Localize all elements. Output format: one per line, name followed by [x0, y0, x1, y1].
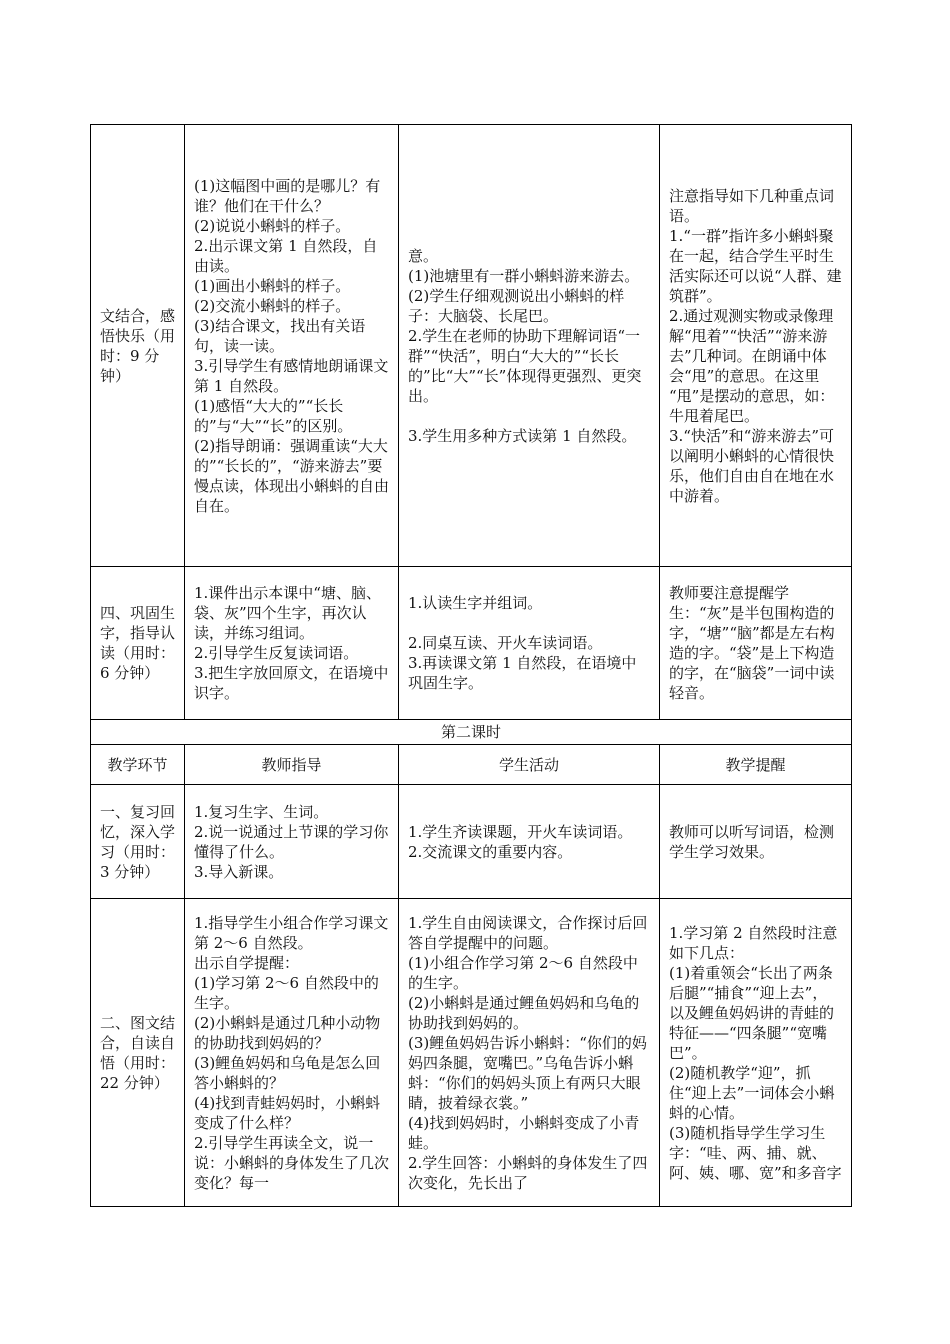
column-header-text: 教学环节	[107, 755, 168, 774]
list-item: (2)小蝌蚪是通过鲤鱼妈妈和乌龟的协助找到妈妈的。	[408, 993, 640, 1032]
teacher-guidance-cell	[185, 899, 399, 1207]
list-item: (2)小蝌蚪是通过几种小动物的协助找到妈妈的？	[194, 1013, 381, 1052]
list-item: 3.再读课文第 1 自然段，在语境中巩固生字。	[408, 654, 637, 692]
student-activity-cell	[399, 899, 660, 1207]
list-item: 2.学生回答：小蝌蚪的身体发生了四次变化，先长出了	[408, 1153, 648, 1192]
list-item: 2.引导学生再读全文，说一说：小蝌蚪的身体发生了几次变化？每一	[194, 1133, 390, 1192]
column-header-stage	[91, 745, 185, 785]
list-item: (3)鲤鱼妈妈和乌龟是怎么回答小蝌蚪的？	[194, 1053, 381, 1092]
list-item: 3.把生字放回原文，在语境中识字。	[194, 664, 389, 702]
list-item: (1)小组合作学习第 2～6 自然段中的生字。	[408, 953, 638, 992]
table-row	[91, 125, 852, 567]
teaching-tip-cell	[660, 125, 852, 567]
list-item: 2.引导学生反复读词语。	[194, 644, 359, 662]
list-item: 1.认读生字并组词。	[408, 594, 543, 612]
column-header-text: 教学提醒	[725, 755, 786, 774]
list-item: 1.学习第 2 自然段时注意如下几点：	[669, 923, 838, 962]
list-item: 3.“快活”和“游来游去”可以阐明小蝌蚪的心情很快乐，他们自由自在地在水中游着。	[669, 426, 835, 505]
stage-cell	[91, 899, 185, 1207]
teaching-tip-cell	[660, 899, 852, 1207]
list-item: 出示自学提醒：	[194, 953, 300, 972]
list-item: (3)结合课文，找出有关语句，读一读。	[194, 316, 366, 355]
column-header-tip	[660, 745, 852, 785]
list-item: (1)着重领会“长出了两条后腿”“捕食”“迎上去”，以及鲤鱼妈妈讲的青蛙的特征——“四条腿”“宽嘴巴”。	[669, 963, 835, 1062]
list-item: 2.同桌互读、开火车读词语。	[408, 634, 603, 652]
stage-text: 二、图文结合，自读自悟（用时：22 分钟）	[100, 1013, 176, 1092]
list-item: 3.学生用多种方式读第 1 自然段。	[408, 426, 637, 445]
list-item: 2.出示课文第 1 自然段，自由读。	[194, 236, 378, 275]
table-header-row	[91, 745, 852, 785]
list-item: 1.指导学生小组合作学习课文第 2～6 自然段。	[194, 913, 389, 952]
list-item: 教师可以听写词语，检测学生学习效果。	[669, 822, 835, 861]
list-item: (3)随机指导学生学习生字：“哇、两、捕、就、阿、姨、哪、宽”和多音字	[669, 1123, 842, 1182]
list-item: 注意指导如下几种重点词语。	[669, 186, 835, 225]
table-row	[91, 899, 852, 1207]
column-header-text: 教师指导	[261, 755, 322, 774]
list-item: 1.复习生字、生词。	[194, 802, 329, 821]
list-item: (1)这幅图中画的是哪儿？有谁？他们在干什么？	[194, 176, 381, 215]
list-item: (2)交流小蝌蚪的样子。	[194, 296, 351, 315]
column-header-teacher	[185, 745, 399, 785]
list-item: (1)感悟“大大的”“长长的”与“大”“长”的区别。	[194, 396, 353, 435]
list-item: “甩”是摆动的意思，如：牛甩着尾巴。	[669, 386, 835, 425]
list-item: 3.引导学生有感情地朗诵课文第 1 自然段。	[194, 356, 389, 395]
list-item: 1.学生自由阅读课文，合作探讨后回答自学提醒中的问题。	[408, 913, 648, 952]
table-row	[91, 720, 852, 745]
list-item: 2.通过观测实物或录像理解“甩着”“快活”“游来游去”几种词。在朗诵中体会“甩”的意思。在这里	[669, 306, 834, 385]
stage-text: 一、复习回忆，深入学习（用时：3 分钟）	[100, 802, 176, 881]
column-header-text: 学生活动	[498, 755, 559, 774]
table-row	[91, 567, 852, 720]
list-item: 2.交流课文的重要内容。	[408, 842, 573, 861]
list-item: 1.“一群”指许多小蝌蚪聚在一起，结合学生平时生活实际还可以说“人群、建筑群”。	[669, 226, 842, 305]
list-item: 2.说一说通过上节课的学习你懂得了什么。	[194, 822, 389, 861]
list-item: (2)学生仔细观测说出小蝌蚪的样子：大脑袋、长尾巴。	[408, 286, 625, 325]
list-item: (1)学习第 2～6 自然段中的生字。	[194, 973, 379, 1012]
list-item: 1.学生齐读课题，开火车读词语。	[408, 822, 633, 841]
list-item: (2)随机教学“迎”，抓住“迎上去”一词体会小蝌蚪的心情。	[669, 1063, 835, 1122]
stage-cell	[91, 567, 185, 720]
teacher-guidance-cell	[185, 125, 399, 567]
list-item: (2)指导朗诵：强调重读“大大的”“长长的”，“游来游去”要慢点读，体现出小蝌蚪的自由自在。	[194, 436, 390, 515]
teacher-guidance-cell	[185, 785, 399, 899]
teaching-tip-cell	[660, 785, 852, 899]
list-item: (4)找到妈妈时，小蝌蚪变成了小青蛙。	[408, 1113, 640, 1152]
list-item: 1.课件出示本课中“塘、脑、袋、灰”四个生字，再次认读，并练习组词。	[194, 584, 381, 642]
stage-cell	[91, 785, 185, 899]
list-item: (1)画出小蝌蚪的样子。	[194, 276, 351, 295]
teaching-tip-cell	[660, 567, 852, 720]
student-activity-cell	[399, 125, 660, 567]
list-item: (3)鲤鱼妈妈告诉小蝌蚪：“你们的妈妈四条腿，宽嘴巴。”乌龟告诉小蝌蚪：“你们的妈妈头顶上有两只大眼睛，披着绿衣裳。”	[408, 1033, 647, 1112]
column-header-student	[399, 745, 660, 785]
student-activity-cell	[399, 567, 660, 720]
list-item: 2.学生在老师的协助下理解词语“一群”“快活”，明白“大大的”“长长的”比“大”“长”体现得更强烈、更突出。	[408, 326, 642, 405]
list-item: (4)找到青蛙妈妈时，小蝌蚪变成了什么样？	[194, 1093, 381, 1132]
table-row	[91, 785, 852, 899]
lesson-plan-table	[90, 124, 852, 1207]
section-title-text: 第二课时	[440, 723, 501, 741]
list-item: 教师要注意提醒学生：“灰”是半包围构造的字，“塘”“脑”都是左右构造的字。“袋”是上下构造的字，在“脑袋”一词中读轻音。	[669, 584, 835, 702]
student-activity-cell	[399, 785, 660, 899]
stage-text: 四、巩固生字，指导认读（用时：6 分钟）	[100, 604, 176, 682]
list-item: (1)池塘里有一群小蝌蚪游来游去。	[408, 266, 640, 285]
section-title	[91, 720, 852, 745]
list-item: (2)说说小蝌蚪的样子。	[194, 216, 351, 235]
list-item: 3.导入新课。	[194, 862, 284, 881]
teacher-guidance-cell	[185, 567, 399, 720]
stage-text: 文结合，感悟快乐（用时：9 分钟）	[100, 306, 176, 385]
list-item: 意。	[408, 246, 439, 265]
stage-cell	[91, 125, 185, 567]
